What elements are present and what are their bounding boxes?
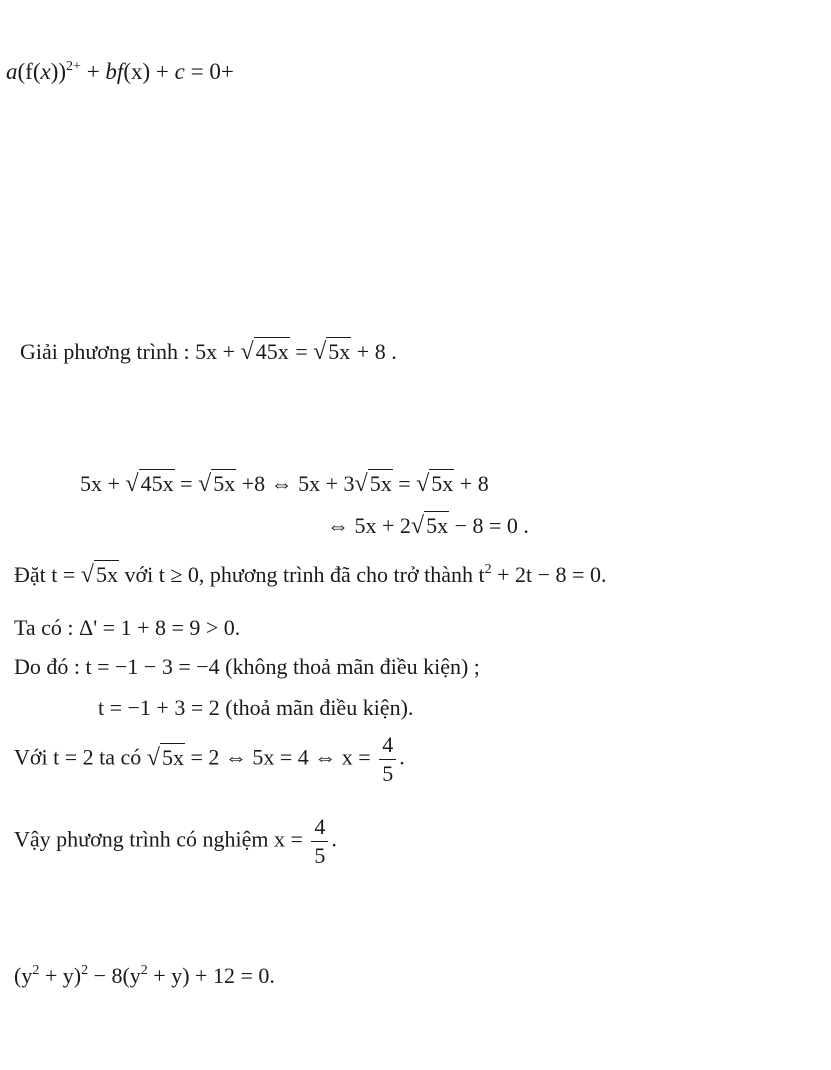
radicand: 5x bbox=[328, 339, 351, 364]
tail: − 8 = 0 . bbox=[449, 513, 529, 538]
mid-term: 5x + 3 bbox=[298, 471, 355, 496]
denominator: 5 bbox=[314, 843, 326, 869]
middle: = 2 ⇔ 5x = 4 ⇔ x = bbox=[184, 744, 377, 770]
sqrt-5x: √5x bbox=[198, 471, 236, 497]
general-form-equation bbox=[6, 60, 234, 83]
equivalence-arrow: ⇔ bbox=[270, 471, 299, 496]
prefix: Với t = 2 ta có bbox=[14, 744, 147, 770]
radicand: 45x bbox=[140, 471, 174, 496]
fraction bbox=[311, 815, 328, 868]
sqrt-5x: √5x bbox=[410, 513, 449, 539]
exponent: 2+ bbox=[66, 59, 81, 74]
coef-c: c bbox=[174, 59, 185, 84]
f-name: f bbox=[116, 59, 124, 84]
sqrt-45x: √45x bbox=[240, 339, 289, 365]
sqrt-5x: √5x bbox=[354, 471, 392, 497]
exponent-1: 2 bbox=[32, 963, 40, 978]
equals-zero: = 0+ bbox=[184, 59, 234, 84]
equals: = bbox=[289, 339, 314, 364]
var-x: x bbox=[40, 59, 51, 84]
sqrt-5x: √5x bbox=[416, 471, 454, 497]
problem-statement bbox=[20, 340, 397, 364]
plus-c: + bbox=[150, 59, 175, 84]
conclusion-line bbox=[14, 815, 337, 868]
denominator: 5 bbox=[382, 761, 394, 787]
term: 5x + 2 bbox=[354, 513, 411, 538]
exponent-2: 2 bbox=[81, 963, 89, 978]
prefix: Vậy phương trình có nghiệm x = bbox=[14, 826, 309, 852]
equivalence-arrow: ⇔ bbox=[327, 513, 355, 538]
middle: với t ≥ 0, phương trình đã cho trở thành t bbox=[118, 562, 485, 587]
numerator: 4 bbox=[379, 733, 396, 760]
part-1: (y bbox=[14, 963, 33, 988]
radicand: 5x bbox=[426, 513, 449, 538]
lhs-term: 5x + bbox=[80, 471, 126, 496]
back-substitution-line bbox=[14, 733, 405, 786]
f-open: (f( bbox=[17, 59, 41, 84]
discriminant-line: Ta có : Δ' = 1 + 8 = 9 > 0. bbox=[14, 615, 241, 640]
tail: . bbox=[399, 744, 405, 770]
sqrt-5x: √5x bbox=[146, 744, 184, 771]
equals: = bbox=[174, 471, 199, 496]
tail: + 8 bbox=[454, 471, 489, 496]
tail: . bbox=[331, 826, 337, 852]
radicand: 5x bbox=[95, 562, 118, 587]
rhs-tail: + 8 . bbox=[351, 339, 397, 364]
radicand: 45x bbox=[255, 339, 289, 364]
roots-line-1: Do đó : t = −1 − 3 = −4 (không thoả mãn điều kiện) ; bbox=[14, 654, 480, 679]
equals: = bbox=[392, 471, 417, 496]
radicand: 5x bbox=[369, 471, 392, 496]
solution-step-1 bbox=[80, 472, 489, 496]
prefix: Đặt t = bbox=[14, 562, 81, 587]
coef-b: b bbox=[105, 59, 117, 84]
next-equation bbox=[14, 965, 275, 987]
sqrt-45x: √45x bbox=[125, 471, 174, 497]
coef-a: a bbox=[6, 59, 18, 84]
exponent: 2 bbox=[484, 562, 492, 577]
part-4: + y) + 12 = 0. bbox=[147, 963, 275, 988]
solution-step-2 bbox=[327, 514, 529, 538]
f-arg: (x) bbox=[123, 59, 151, 84]
exponent-3: 2 bbox=[140, 963, 148, 978]
problem-label: Giải phương trình : bbox=[20, 339, 196, 364]
part-2: + y) bbox=[39, 963, 82, 988]
sqrt-5x: √5x bbox=[313, 339, 351, 365]
radicand: 5x bbox=[431, 471, 454, 496]
lhs-term: 5x + bbox=[195, 339, 241, 364]
plus: + bbox=[86, 59, 106, 84]
radicand: 5x bbox=[213, 471, 236, 496]
roots-line-2: t = −1 + 3 = 2 (thoả mãn điều kiện). bbox=[98, 695, 414, 720]
sqrt-5x: √5x bbox=[80, 562, 118, 588]
fraction bbox=[379, 733, 396, 786]
part-3: − 8(y bbox=[88, 963, 141, 988]
plus-8: +8 bbox=[236, 471, 271, 496]
substitution-line bbox=[14, 563, 606, 587]
radicand: 5x bbox=[161, 744, 184, 770]
numerator: 4 bbox=[311, 815, 328, 842]
f-close: )) bbox=[50, 59, 67, 84]
tail: + 2t − 8 = 0. bbox=[491, 562, 607, 587]
